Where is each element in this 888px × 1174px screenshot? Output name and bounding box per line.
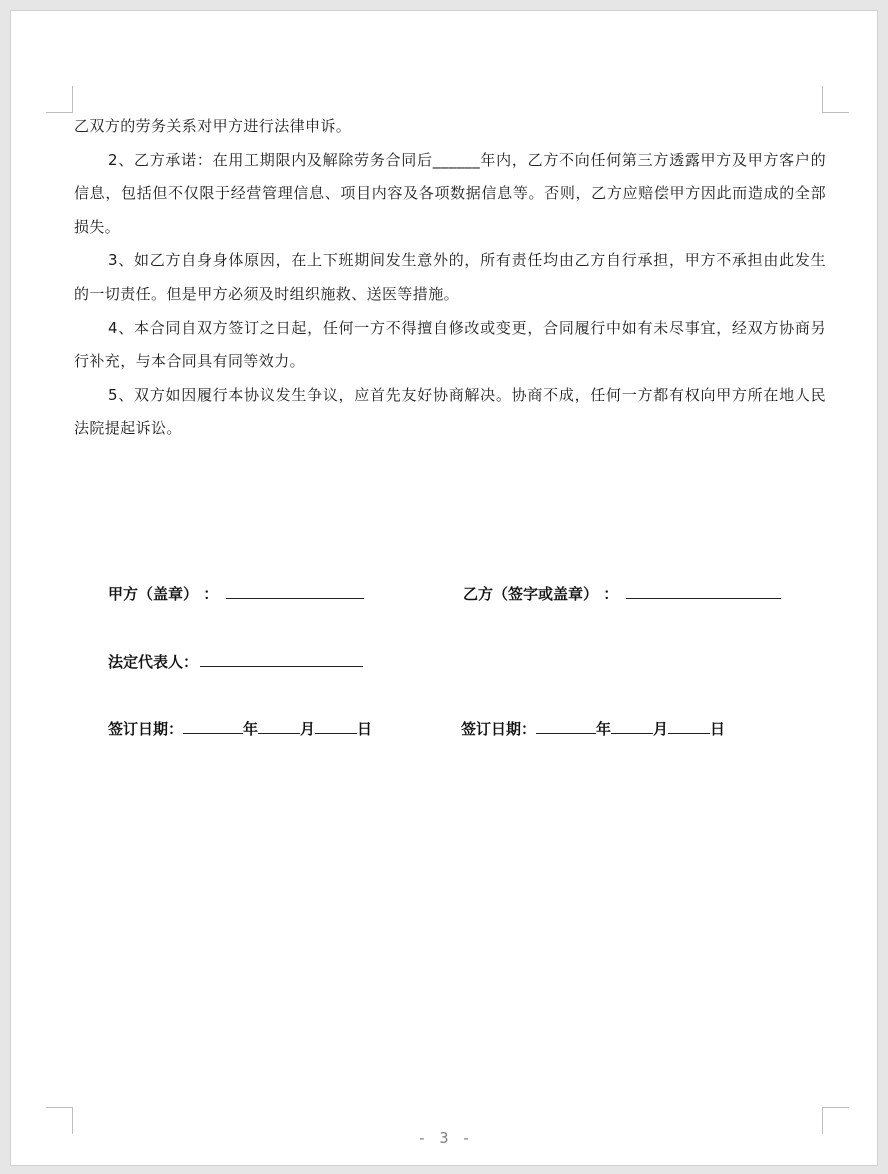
year-unit: 年 [243,720,259,738]
party-b-sign-date [461,718,725,739]
day-unit: 日 [357,720,373,738]
day-unit: 日 [710,720,726,738]
paragraph-continuation: 乙双方的劳务关系对甲方进行法律申诉。 [74,117,352,135]
party-b-signature-line [626,584,781,599]
paragraph-clause-3: 3、如乙方自身身体原因，在上下班期间发生意外的，所有责任均由乙方自行承担，甲方不承担由此发生的一切责任。但是甲方必须及时组织施救、送医等措施。 [74,251,826,303]
legal-representative-field [108,651,363,672]
legal-rep-label: 法定代表人： [108,653,199,671]
party-a-signature-line [226,584,364,599]
month-unit: 月 [653,720,669,738]
year-blank [536,719,596,734]
day-blank [668,719,710,734]
month-blank [611,719,653,734]
day-blank [315,719,357,734]
party-b-label: 乙方（签字或盖章） ： [463,585,619,603]
margin-corner-mark [46,86,73,113]
document-page [10,10,878,1166]
party-a-seal-field [108,583,364,604]
party-b-seal-field [463,583,781,604]
paragraph-clause-5: 5、双方如因履行本协议发生争议，应首先友好协商解决。协商不成，任何一方都有权向甲方所在地人民法院提起诉讼。 [74,385,826,438]
party-a-label: 甲方（盖章） ： [108,585,219,603]
date-label: 签订日期： [108,720,184,738]
contract-body [74,110,826,446]
margin-corner-mark [822,86,849,113]
month-blank [258,719,300,734]
year-blank [183,719,243,734]
paragraph-clause-2: 2、乙方承诺：在用工期限内及解除劳务合同后______年内，乙方不向任何第三方透露甲方及甲方客户的信息，包括但不仅限于经营管理信息、项目内容及各项数据信息等。否则，乙方应赔偿甲方因此而造成的全部损失。 [74,150,826,236]
date-label: 签订日期： [461,720,537,738]
page-number: - 3 - [417,1129,473,1147]
legal-rep-signature-line [200,652,363,667]
party-a-sign-date [108,718,372,739]
year-unit: 年 [596,720,612,738]
month-unit: 月 [300,720,316,738]
paragraph-clause-4: 4、本合同自双方签订之日起，任何一方不得擅自修改或变更，合同履行中如有未尽事宜，经双方协商另行补充，与本合同具有同等效力。 [74,318,826,371]
